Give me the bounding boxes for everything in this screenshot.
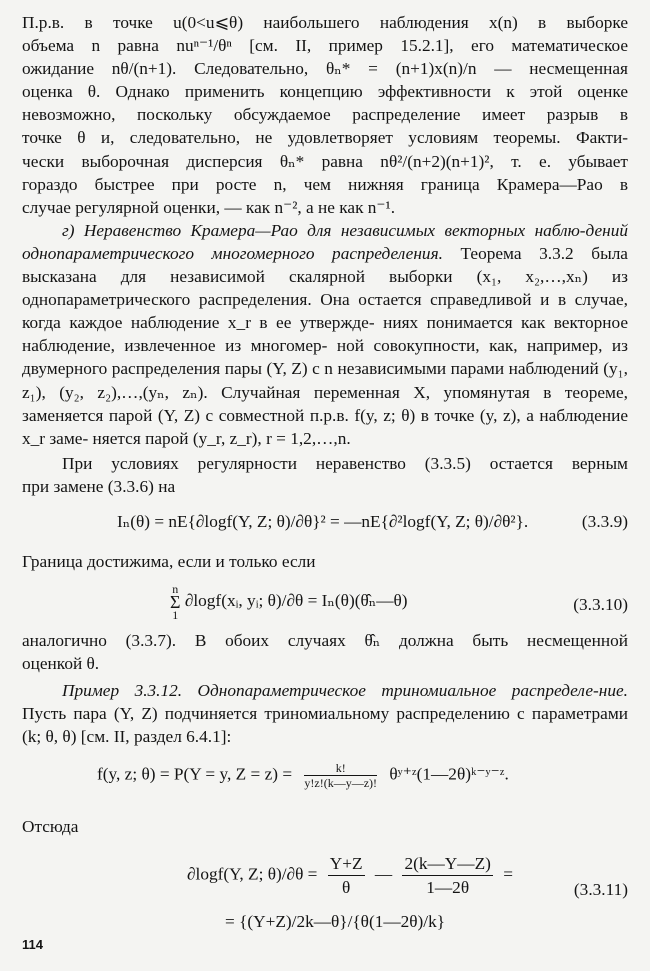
eq4-minus: — — [374, 864, 393, 884]
paragraph-2-body: Теорема 3.3.2 была высказана для независимой скалярной выборки (x₁, x₂,…,xₙ) из однопараметрического распределения. Она остается справедливой и в случае, когда каждое наблюдение x_r в ее утвержде- ниях понимается как векторное наблюдение, извлеченное из многомер- ной совокупности, как, например, из двумерного распределения пары (Y, Z) с n независимыми парами наблюдений (y₁, z₁), (y₂, z₂),…,(yₙ, zₙ). Случайная переменная X, упомянутая в теореме, заменяется парой (Y, Z) с совместной п.р.в. f(y, z; θ) в точке (y, z), а наблюдение x_r заме- няется парой (y_r, z_r), r = 1,2,…,n. — [22, 243, 628, 448]
eq4-fraction-2 — [402, 852, 492, 899]
eq4-fraction-1-denominator: θ — [342, 877, 351, 897]
trinomial-rhs: θʸ⁺ᶻ(1—2θ)ᵏ⁻ʸ⁻ᶻ. — [389, 764, 509, 783]
paragraph-4: Граница достижима, если и только если — [22, 551, 316, 571]
paragraph-6-body: Пусть пара (Y, Z) подчиняется триномиальному распределению с параметрами (k; θ, θ) [см. II, раздел 6.4.1]: — [22, 704, 628, 747]
equation-3-3-10-body — [170, 583, 408, 621]
example-heading: Пример 3.3.12. Однопараметрическое триномиальное распределе-ние. — [62, 681, 628, 701]
equation-3-3-9 — [22, 498, 628, 546]
paragraph-1-line: ожидание nθ/(n+1). Следовательно, θₙ* = (n+1)x(n)/n — несмещенная — [22, 59, 628, 79]
paragraph-3-line: При условиях регулярности неравенство (3.3.5) остается верным — [62, 453, 628, 473]
paragraph-1-line: П.р.в. в точке u(0<u⩽θ) наибольшего наблюдения x(n) в выборке — [22, 13, 628, 32]
page-text — [22, 11, 628, 944]
paragraph-5-line: оценкой θ. — [22, 654, 100, 674]
eq4-equals: = — [503, 864, 513, 884]
trinomial-lhs: f(y, z; θ) = P(Y = y, Z = z) = — [97, 764, 293, 783]
sum-sign: Σ — [170, 592, 181, 613]
paragraph-1-line: случае регулярной оценки, — как n⁻², а не как n⁻¹. — [22, 197, 396, 217]
trinomial-numerator: k! — [304, 761, 377, 776]
section-heading-g: г) Неравенство Крамера—Рао для независимых векторных наблю-дений однопараметрического многомерного распределения. — [22, 220, 628, 263]
eq4-fraction-2-numerator: 2(k—Y—Z) — [402, 852, 492, 876]
trinomial-fraction — [304, 761, 377, 790]
equation-3-3-10-expression: ∂logf(xᵢ, yᵢ; θ)/∂θ = Iₙ(θ)(θ̂ₙ—θ) — [184, 591, 408, 611]
equation-3-3-11-line2: = {(Y+Z)/2k—θ}/{θ(1—2θ)/k} — [225, 911, 446, 931]
paragraph-1-line: гораздо быстрее при росте n, чем нижняя граница Крамера—Рао в — [22, 174, 628, 194]
equation-3-3-11 — [22, 844, 628, 944]
equation-3-3-11-line1 — [187, 852, 513, 899]
equation-3-3-9-body: Iₙ(θ) = nE{∂logf(Y, Z; θ)/∂θ}² = —nE{∂²logf(Y, Z; θ)/∂θ²}. — [117, 511, 529, 531]
page-number: 114 — [22, 937, 43, 952]
equation-3-3-11-number: (3.3.11) — [573, 879, 628, 899]
sum-symbol — [170, 583, 180, 621]
equation-3-3-9-number: (3.3.9) — [581, 511, 628, 531]
paragraph-5 — [22, 629, 628, 675]
paragraph-3 — [22, 452, 628, 498]
paragraph-1-line: оценка θ. Однако применить концепцию эффективности к этой оценке — [22, 82, 628, 102]
paragraph-7: Отсюда — [22, 816, 79, 836]
paragraph-6 — [22, 679, 628, 748]
sum-upper-limit: n — [172, 582, 179, 597]
eq4-fraction-2-denominator: 1—2θ — [426, 877, 470, 897]
trinomial-denominator: y!z!(k—y—z)! — [304, 775, 378, 790]
paragraph-1 — [22, 11, 628, 219]
equation-3-3-10 — [22, 573, 628, 629]
paragraph-1-line: объема n равна nuⁿ⁻¹/θⁿ [см. II, пример 15.2.1], его математическое — [22, 36, 628, 56]
paragraph-1-line: невозможно, поскольку обсуждаемое распределение имеет разрыв в — [22, 105, 628, 125]
eq4-lhs: ∂logf(Y, Z; θ)/∂θ = — [187, 864, 318, 884]
paragraph-1-line: чески выборочная дисперсия θₙ* равна nθ²/(n+2)(n+1)², т. е. убывает — [22, 151, 628, 171]
eq4-fraction-1-numerator: Y+Z — [328, 852, 365, 876]
eq4-fraction-1 — [328, 852, 365, 899]
sum-lower-limit: 1 — [172, 608, 179, 623]
paragraph-2 — [22, 219, 628, 450]
paragraph-1-line: точке θ и, следовательно, не удовлетворяет условиям теоремы. Факти- — [22, 128, 628, 148]
paragraph-5-line: аналогично (3.3.7). В обоих случаях θ̂ₙ должна быть несмещенной — [22, 631, 628, 651]
equation-trinomial-body — [97, 761, 509, 790]
paragraph-3-line: при замене (3.3.6) на — [22, 476, 176, 496]
equation-trinomial — [22, 749, 628, 811]
equation-3-3-10-number: (3.3.10) — [573, 595, 628, 615]
